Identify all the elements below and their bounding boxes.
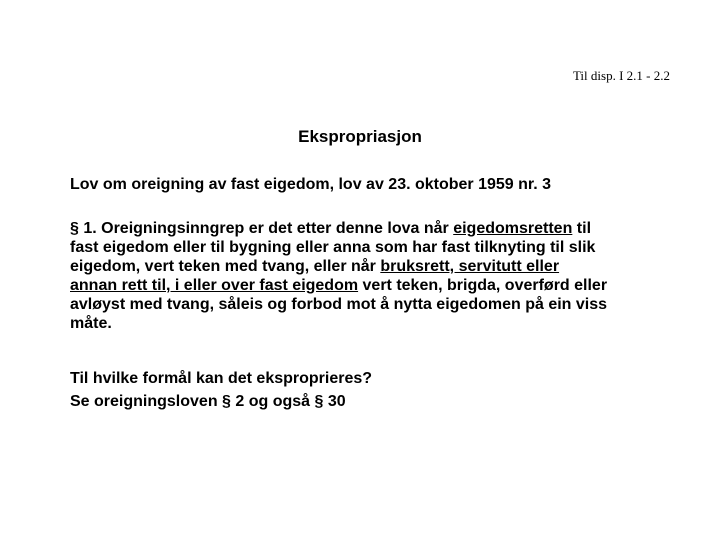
underlined-term-annan-rett: annan rett til, i eller over fast eigedom xyxy=(70,277,359,294)
section-line-4-text-b: vert teken, brigda, overførd eller xyxy=(358,277,608,294)
section-1-paragraph xyxy=(70,219,682,333)
section-line-5: avløyst med tvang, såleis og forbod mot å nytta eigedomen på ein viss xyxy=(70,296,608,313)
law-title: Lov om oreigning av fast eigedom, lov av 23. oktober 1959 nr. 3 xyxy=(70,176,552,193)
underlined-term-eigedomsretten: eigedomsretten xyxy=(453,220,573,237)
section-line-1 xyxy=(70,219,682,238)
section-line-1-text-b: til xyxy=(572,220,592,237)
question-block xyxy=(70,367,372,413)
section-line-2: fast eigedom eller til bygning eller anna som har fast tilknyting til slik xyxy=(70,239,596,256)
page-title: Ekspropriasjon xyxy=(298,127,422,146)
section-line-1-text-a: § 1. Oreigningsinngrep er det etter denne lova når xyxy=(70,220,454,237)
page-reference: Til disp. I 2.1 - 2.2 xyxy=(572,68,670,83)
section-line-3 xyxy=(70,257,682,276)
section-line-6: måte. xyxy=(70,315,112,332)
underlined-term-bruksrett: bruksrett, servitutt eller xyxy=(380,258,560,275)
section-line-3-text-a: eigedom, vert teken med tvang, eller når xyxy=(70,258,381,275)
reference-text: Se oreigningsloven § 2 og også § 30 xyxy=(70,393,346,410)
question-text: Til hvilke formål kan det eksproprieres? xyxy=(70,370,373,387)
section-line-4 xyxy=(70,276,682,295)
